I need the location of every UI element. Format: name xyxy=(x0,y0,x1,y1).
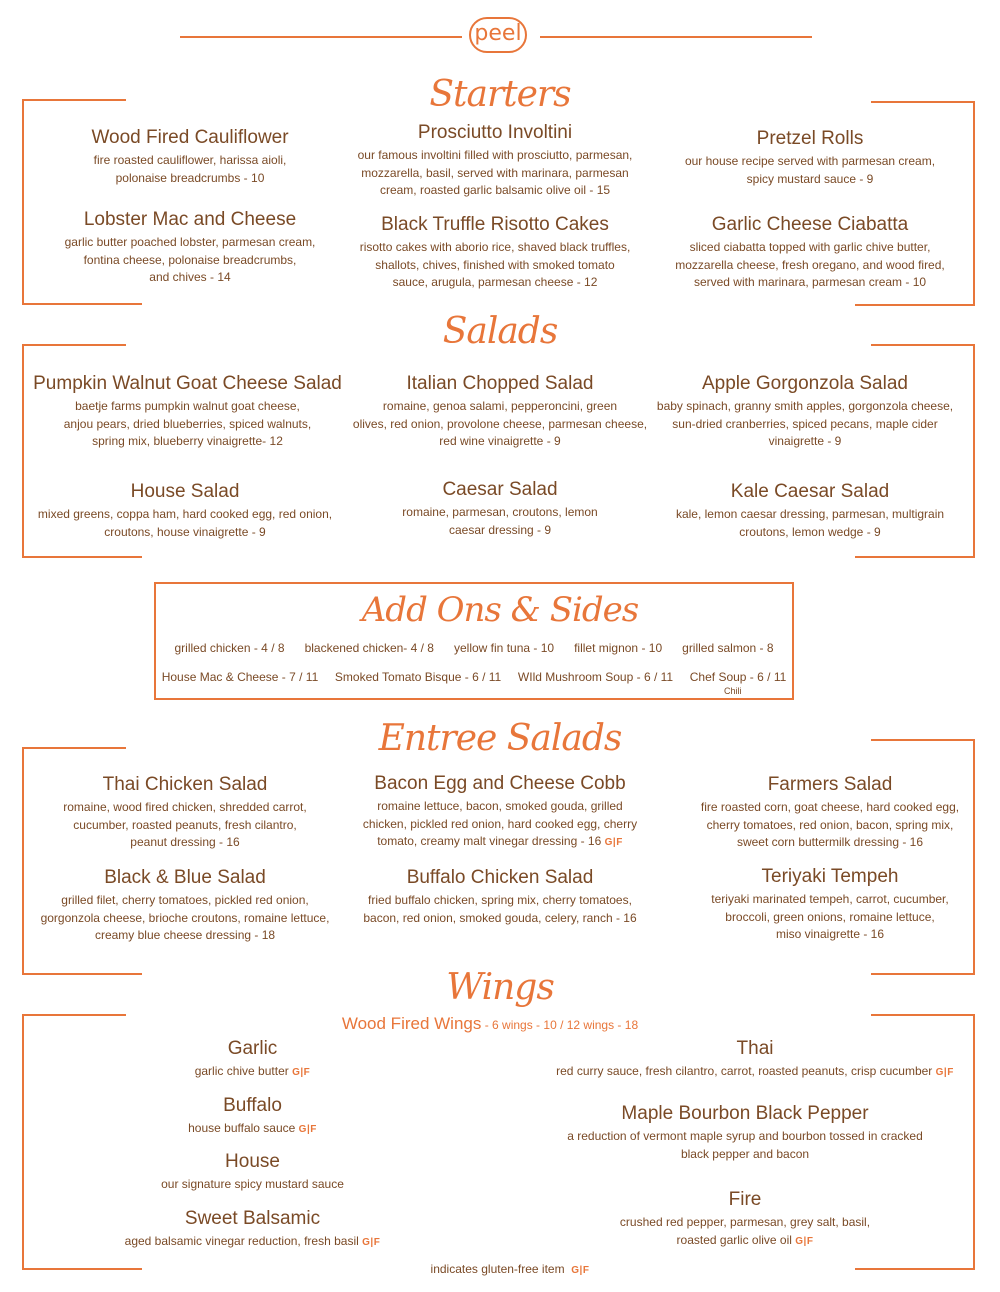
starters-frame-bottom-right xyxy=(855,304,975,306)
description-line: a reduction of vermont maple syrup and bourbon tossed in cracked xyxy=(567,1129,923,1143)
menu-item-name: Black & Blue Salad xyxy=(104,867,266,888)
menu-item xyxy=(645,372,965,451)
description-line: peanut dressing - 16 xyxy=(130,835,240,849)
description-line: fire roasted cauliflower, harissa aioli, xyxy=(93,153,287,167)
menu-item xyxy=(330,213,660,292)
menu-item-description xyxy=(110,1063,395,1082)
wings-frame-bottom-right xyxy=(855,1268,975,1270)
description-line: red wine vinaigrette - 9 xyxy=(439,434,561,448)
menu-item-name: Fire xyxy=(728,1189,762,1210)
menu-item-description xyxy=(680,891,980,944)
gluten-free-icon: G|F xyxy=(935,1067,954,1078)
section-title-entree-salads: Entree Salads xyxy=(378,718,622,759)
menu-item-name: Farmers Salad xyxy=(767,774,893,795)
menu-item-name: Teriyaki Tempeh xyxy=(761,866,899,887)
peel-logo: peel xyxy=(469,17,527,53)
wings-heading xyxy=(250,1014,730,1034)
menu-item xyxy=(110,1207,395,1252)
description-line: fire roasted corn, goat cheese, hard cooked egg, xyxy=(700,800,960,814)
addons-row-2 xyxy=(154,670,794,684)
menu-item-description xyxy=(545,1128,945,1163)
menu-item xyxy=(30,208,350,287)
menu-item xyxy=(20,372,355,451)
menu-item-description xyxy=(30,506,340,541)
menu-item-description xyxy=(340,798,660,852)
description-line: garlic butter poached lobster, parmesan cream, xyxy=(64,235,316,249)
menu-item-description xyxy=(340,398,660,451)
menu-item-name: Buffalo xyxy=(223,1095,282,1116)
menu-item-name: Garlic xyxy=(227,1038,278,1059)
menu-item-name: Kale Caesar Salad xyxy=(730,481,890,502)
addon-item: yellow fin tuna - 10 xyxy=(454,641,555,655)
menu-item xyxy=(330,121,660,200)
menu-item-name: Caesar Salad xyxy=(442,479,558,500)
description-line: romaine lettuce, bacon, smoked gouda, grilled xyxy=(377,799,623,813)
menu-item-name: Pretzel Rolls xyxy=(756,128,864,149)
section-title-addons: Add Ons & Sides xyxy=(361,590,639,630)
entree-frame-left xyxy=(22,747,24,975)
description-line: mixed greens, coppa ham, hard cooked egg, red onion, xyxy=(37,507,333,521)
addons-row-1 xyxy=(154,641,794,655)
menu-item-name: Thai xyxy=(736,1038,774,1059)
menu-item-description xyxy=(660,153,960,188)
description-line: croutons, lemon wedge - 9 xyxy=(739,524,881,539)
menu-item-description xyxy=(30,152,350,187)
description-line: sun-dried cranberries, spiced pecans, maple cider xyxy=(672,416,938,431)
menu-item-name: Garlic Cheese Ciabatta xyxy=(711,214,909,235)
description-line: teriyaki marinated tempeh, carrot, cucumber, xyxy=(711,892,949,906)
addon-item: fillet mignon - 10 xyxy=(574,641,663,655)
addon-item: grilled salmon - 8 xyxy=(682,641,774,655)
description-line: anjou pears, dried blueberries, spiced walnuts, xyxy=(63,416,312,431)
entree-frame-bottom-right xyxy=(871,973,975,975)
description-line: baetje farms pumpkin walnut goat cheese, xyxy=(75,399,300,413)
menu-item-description xyxy=(30,234,350,287)
menu-item-description xyxy=(30,799,340,852)
description-line: grilled filet, cherry tomatoes, pickled red onion, xyxy=(61,893,309,907)
side-item: WIld Mushroom Soup - 6 / 11 xyxy=(517,670,674,684)
addon-item: grilled chicken - 4 / 8 xyxy=(174,641,285,655)
entree-frame-top-left xyxy=(22,747,126,749)
menu-item xyxy=(340,772,660,852)
gluten-free-icon: G|F xyxy=(298,1124,317,1135)
description-line: romaine, wood fired chicken, shredded carrot, xyxy=(63,800,307,814)
menu-item xyxy=(30,866,340,945)
description-line: spring mix, blueberry vinaigrette- 12 xyxy=(92,434,283,448)
menu-item xyxy=(545,1037,965,1082)
menu-item-description xyxy=(545,1214,945,1250)
menu-item-name: Thai Chicken Salad xyxy=(102,774,268,795)
chef-soup-note: Chili xyxy=(724,686,742,696)
wings-frame-left xyxy=(22,1014,24,1270)
menu-item xyxy=(660,480,960,541)
wings-frame-top-left xyxy=(22,1014,126,1016)
starters-frame-left xyxy=(22,99,24,305)
menu-item xyxy=(660,213,960,292)
description-line: vinaigrette - 9 xyxy=(768,434,842,448)
menu-item-description xyxy=(20,398,355,451)
description-line: garlic chive butter G|F xyxy=(194,1064,311,1078)
description-line: croutons, house vinaigrette - 9 xyxy=(104,524,266,539)
description-line: our famous involtini filled with prosciutto, parmesan, xyxy=(357,148,633,162)
side-item: Smoked Tomato Bisque - 6 / 11 xyxy=(334,670,502,684)
description-line: gorgonzola cheese, brioche croutons, romaine lettuce, xyxy=(40,910,330,925)
menu-item-description xyxy=(110,1120,395,1139)
header-line-right xyxy=(540,36,812,38)
wings-heading-title: Wood Fired Wings xyxy=(341,1014,482,1033)
menu-item-description xyxy=(660,239,960,292)
description-line: miso vinaigrette - 16 xyxy=(775,927,885,941)
menu-item xyxy=(680,773,980,852)
menu-item-description xyxy=(340,504,660,539)
gluten-free-icon: G|F xyxy=(362,1237,381,1248)
description-line: risotto cakes with aborio rice, shaved black truffles, xyxy=(359,240,631,254)
gf-footnote xyxy=(390,1262,630,1276)
menu-item xyxy=(110,1037,395,1082)
description-line: spicy mustard sauce - 9 xyxy=(746,171,874,186)
description-line: kale, lemon caesar dressing, parmesan, multigrain xyxy=(675,507,945,521)
description-line: served with marinara, parmesan cream - 10 xyxy=(693,275,927,289)
wings-frame-top-right xyxy=(871,1014,975,1016)
description-line: polonaise breadcrumbs - 10 xyxy=(115,170,265,185)
description-line: cream, roasted garlic balsamic olive oil - 15 xyxy=(379,183,611,197)
menu-item-name: Pumpkin Walnut Goat Cheese Salad xyxy=(33,373,342,394)
section-title-starters: Starters xyxy=(429,74,571,115)
entree-frame-top-right xyxy=(871,739,975,741)
description-line: romaine, genoa salami, pepperoncini, green xyxy=(382,399,618,413)
menu-item-description xyxy=(660,506,960,541)
description-line: romaine, parmesan, croutons, lemon xyxy=(402,505,598,519)
addon-item: blackened chicken- 4 / 8 xyxy=(304,641,434,655)
menu-item xyxy=(110,1150,395,1194)
menu-item-description xyxy=(645,398,965,451)
menu-item xyxy=(660,127,960,188)
menu-item xyxy=(340,478,660,539)
description-line: cucumber, roasted peanuts, fresh cilantro, xyxy=(73,817,297,832)
description-line: chicken, pickled red onion, hard cooked egg, cherry xyxy=(362,816,638,831)
menu-item-name: House xyxy=(225,1151,280,1172)
menu-item-description xyxy=(330,147,660,200)
description-line: house buffalo sauce G|F xyxy=(188,1121,317,1135)
menu-item-name: Bacon Egg and Cheese Cobb xyxy=(374,773,626,794)
menu-item xyxy=(680,865,980,944)
description-line: black pepper and bacon xyxy=(680,1146,810,1161)
menu-item xyxy=(545,1102,945,1163)
description-line: mozzarella, basil, served with marinara, parmesan xyxy=(361,165,629,180)
menu-item-name: Prosciutto Involtini xyxy=(417,122,573,143)
menu-item-description xyxy=(545,1063,965,1082)
salads-frame-bottom-right xyxy=(855,556,975,558)
menu-item-name: Wood Fired Cauliflower xyxy=(91,127,289,148)
description-line: mozzarella cheese, fresh oregano, and wood fired, xyxy=(675,257,945,272)
starters-frame-top-right xyxy=(871,101,975,103)
gf-note-text: indicates gluten-free item xyxy=(430,1262,565,1276)
menu-item-name: Sweet Balsamic xyxy=(184,1208,321,1229)
menu-item-description xyxy=(110,1176,395,1194)
side-item: House Mac & Cheese - 7 / 11 xyxy=(161,670,319,684)
description-line: tomato, creamy malt vinegar dressing - 16 G|F xyxy=(377,834,623,848)
gluten-free-icon: G|F xyxy=(795,1235,814,1247)
menu-item-description xyxy=(340,892,660,927)
menu-item-name: Apple Gorgonzola Salad xyxy=(702,373,908,394)
description-line: cherry tomatoes, red onion, bacon, spring mix, xyxy=(706,817,954,832)
menu-item xyxy=(110,1094,395,1139)
wings-pricing: - 6 wings - 10 / 12 wings - 18 xyxy=(481,1018,639,1032)
description-line: our house recipe served with parmesan cream, xyxy=(684,154,936,168)
description-line: fontina cheese, polonaise breadcrumbs, xyxy=(83,252,297,267)
menu-item-name: Italian Chopped Salad xyxy=(406,373,594,394)
section-title-salads: Salads xyxy=(442,311,558,352)
starters-frame-bottom-left xyxy=(22,303,142,305)
header-line-left xyxy=(180,36,462,38)
menu-item-name: Maple Bourbon Black Pepper xyxy=(621,1103,869,1124)
menu-item-description xyxy=(30,892,340,945)
description-line: baby spinach, granny smith apples, gorgonzola cheese, xyxy=(656,399,954,413)
gluten-free-icon: G|F xyxy=(292,1067,311,1078)
wings-frame-bottom-left xyxy=(22,1268,142,1270)
description-line: and chives - 14 xyxy=(149,270,231,284)
gf-symbol-icon: G|F xyxy=(571,1265,590,1276)
menu-item-description xyxy=(680,799,980,852)
side-item: Chef Soup - 6 / 11 xyxy=(689,670,787,684)
menu-item-description xyxy=(330,239,660,292)
description-line: crushed red pepper, parmesan, grey salt, basil, xyxy=(619,1215,871,1229)
salads-frame-right xyxy=(973,344,975,558)
wings-frame-right xyxy=(973,1014,975,1270)
description-line: broccoli, green onions, romaine lettuce, xyxy=(725,909,935,924)
section-title-wings: Wings xyxy=(446,967,554,1008)
description-line: sauce, arugula, parmesan cheese - 12 xyxy=(392,275,598,289)
menu-item xyxy=(340,866,660,927)
starters-frame-top-left xyxy=(22,99,126,101)
description-line: olives, red onion, provolone cheese, parmesan cheese, xyxy=(352,416,648,431)
menu-item-description xyxy=(110,1233,395,1252)
description-line: aged balsamic vinegar reduction, fresh basil G|F xyxy=(124,1234,381,1248)
menu-item xyxy=(340,372,660,451)
menu-item-name: Lobster Mac and Cheese xyxy=(83,209,297,230)
menu-item xyxy=(545,1188,945,1250)
description-line: roasted garlic olive oil G|F xyxy=(676,1232,814,1247)
description-line: our signature spicy mustard sauce xyxy=(161,1177,344,1191)
salads-frame-top-left xyxy=(22,344,126,346)
entree-frame-bottom-left xyxy=(22,973,142,975)
description-line: red curry sauce, fresh cilantro, carrot, roasted peanuts, crisp cucumber G|F xyxy=(556,1064,954,1078)
menu-item-name: Black Truffle Risotto Cakes xyxy=(381,214,609,235)
description-line: bacon, red onion, smoked gouda, celery, ranch - 16 xyxy=(363,910,637,925)
description-line: fried buffalo chicken, spring mix, cherry tomatoes, xyxy=(368,893,632,907)
menu-item xyxy=(30,773,340,852)
description-line: caesar dressing - 9 xyxy=(448,522,552,537)
salads-frame-top-right xyxy=(871,344,975,346)
description-line: sliced ciabatta topped with garlic chive butter, xyxy=(689,240,931,254)
salads-frame-bottom-left xyxy=(22,556,142,558)
gluten-free-icon: G|F xyxy=(604,837,623,848)
menu-item-name: Buffalo Chicken Salad xyxy=(406,867,594,888)
description-line: shallots, chives, finished with smoked tomato xyxy=(375,257,615,272)
menu-item-name: House Salad xyxy=(130,481,240,502)
starters-frame-right xyxy=(973,101,975,306)
menu-item xyxy=(30,126,350,187)
menu-item xyxy=(30,480,340,541)
description-line: creamy blue cheese dressing - 18 xyxy=(94,928,276,942)
description-line: sweet corn buttermilk dressing - 16 xyxy=(736,835,924,849)
